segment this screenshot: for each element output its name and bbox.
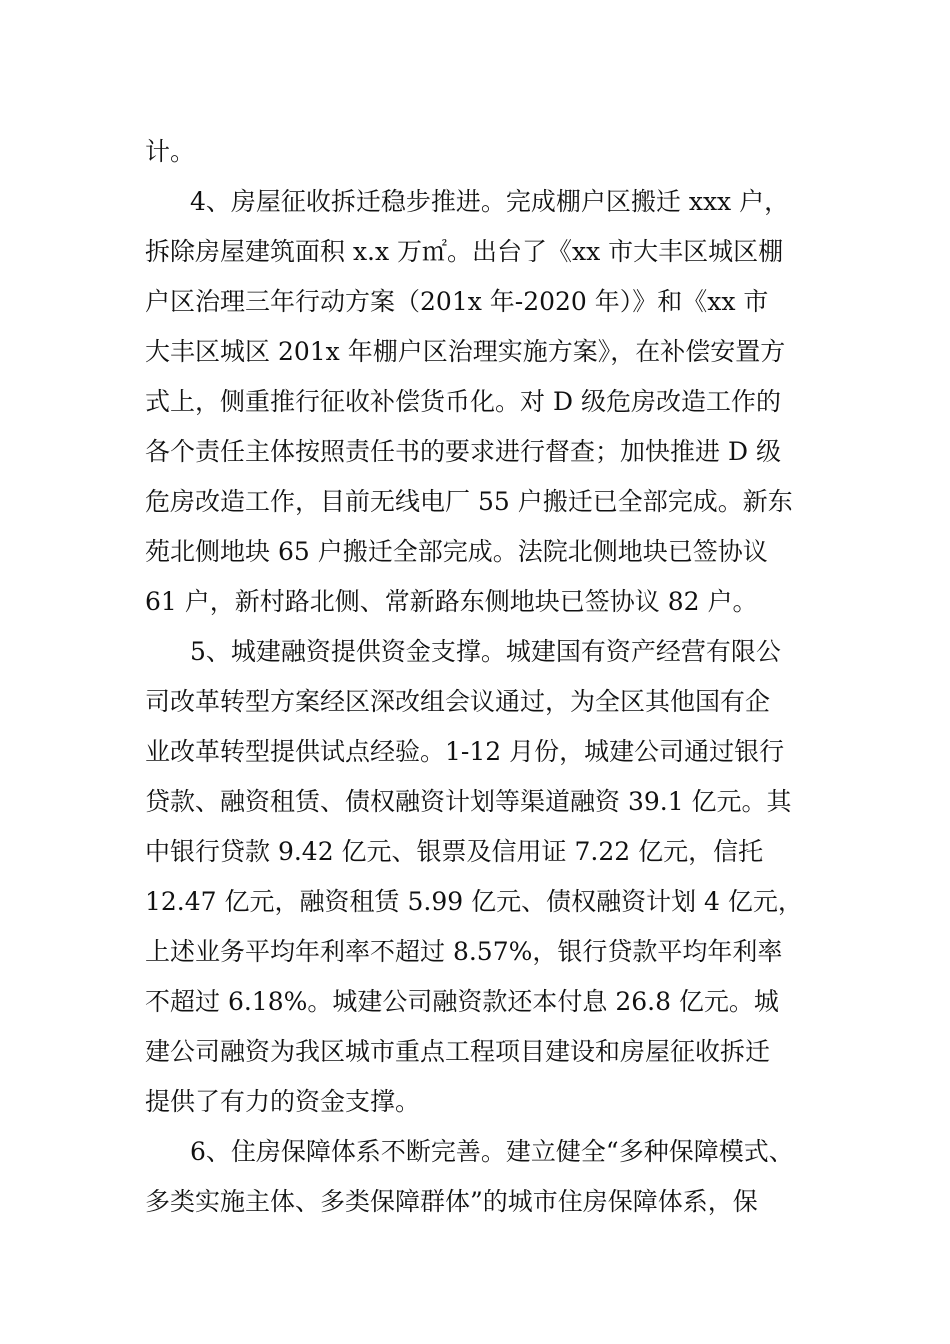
text-line: 提供了有力的资金支撑。 [145,1087,421,1116]
text-line: 中银行贷款 9.42 亿元、银票及信用证 7.22 亿元，信托 [145,837,764,866]
text-line: 上述业务平均年利率不超过 8.57%，银行贷款平均年利率 [145,937,783,966]
text-line: 式上，侧重推行征收补偿货币化。对 D 级危房改造工作的 [145,387,781,416]
text-line: 各个责任主体按照责任书的要求进行督查；加快推进 D 级 [145,437,781,466]
text-line: 拆除房屋建筑面积 x.x 万㎡。出台了《xx 市大丰区城区棚 [145,237,784,266]
text-line: 危房改造工作，目前无线电厂 55 户搬迁已全部完成。新东 [145,487,793,516]
text-line: 建公司融资为我区城市重点工程项目建设和房屋征收拆迁 [145,1037,771,1066]
text-line: 不超过 6.18%。城建公司融资款还本付息 26.8 亿元。城 [145,987,779,1016]
text-line: 61 户，新村路北侧、常新路东侧地块已签协议 82 户。 [145,587,758,616]
text-line: 计。 [145,137,196,166]
text-line: 多类实施主体、多类保障群体”的城市住房保障体系，保 [145,1187,758,1216]
paragraph-4-first-line: 4、房屋征收拆迁稳步推进。完成棚户区搬迁 xxx 户， [190,187,790,216]
text-line: 贷款、融资租赁、债权融资计划等渠道融资 39.1 亿元。其 [145,787,792,816]
text-line: 苑北侧地块 65 户搬迁全部完成。法院北侧地块已签协议 [145,537,768,566]
text-line: 司改革转型方案经区深改组会议通过，为全区其他国有企 [145,687,771,716]
text-line: 大丰区城区 201x 年棚户区治理实施方案》，在补偿安置方 [145,337,786,366]
text-line: 业改革转型提供试点经验。1-12 月份，城建公司通过银行 [145,737,785,766]
paragraph-5-first-line: 5、城建融资提供资金支撑。城建国有资产经营有限公 [190,637,781,666]
paragraph-6-first-line: 6、住房保障体系不断完善。建立健全“多种保障模式、 [190,1137,794,1166]
text-line: 12.47 亿元，融资租赁 5.99 亿元、债权融资计划 4 亿元， [145,887,803,916]
text-line: 户区治理三年行动方案（201x 年-2020 年）》和《xx 市 [145,287,769,316]
document-body [145,127,825,1227]
